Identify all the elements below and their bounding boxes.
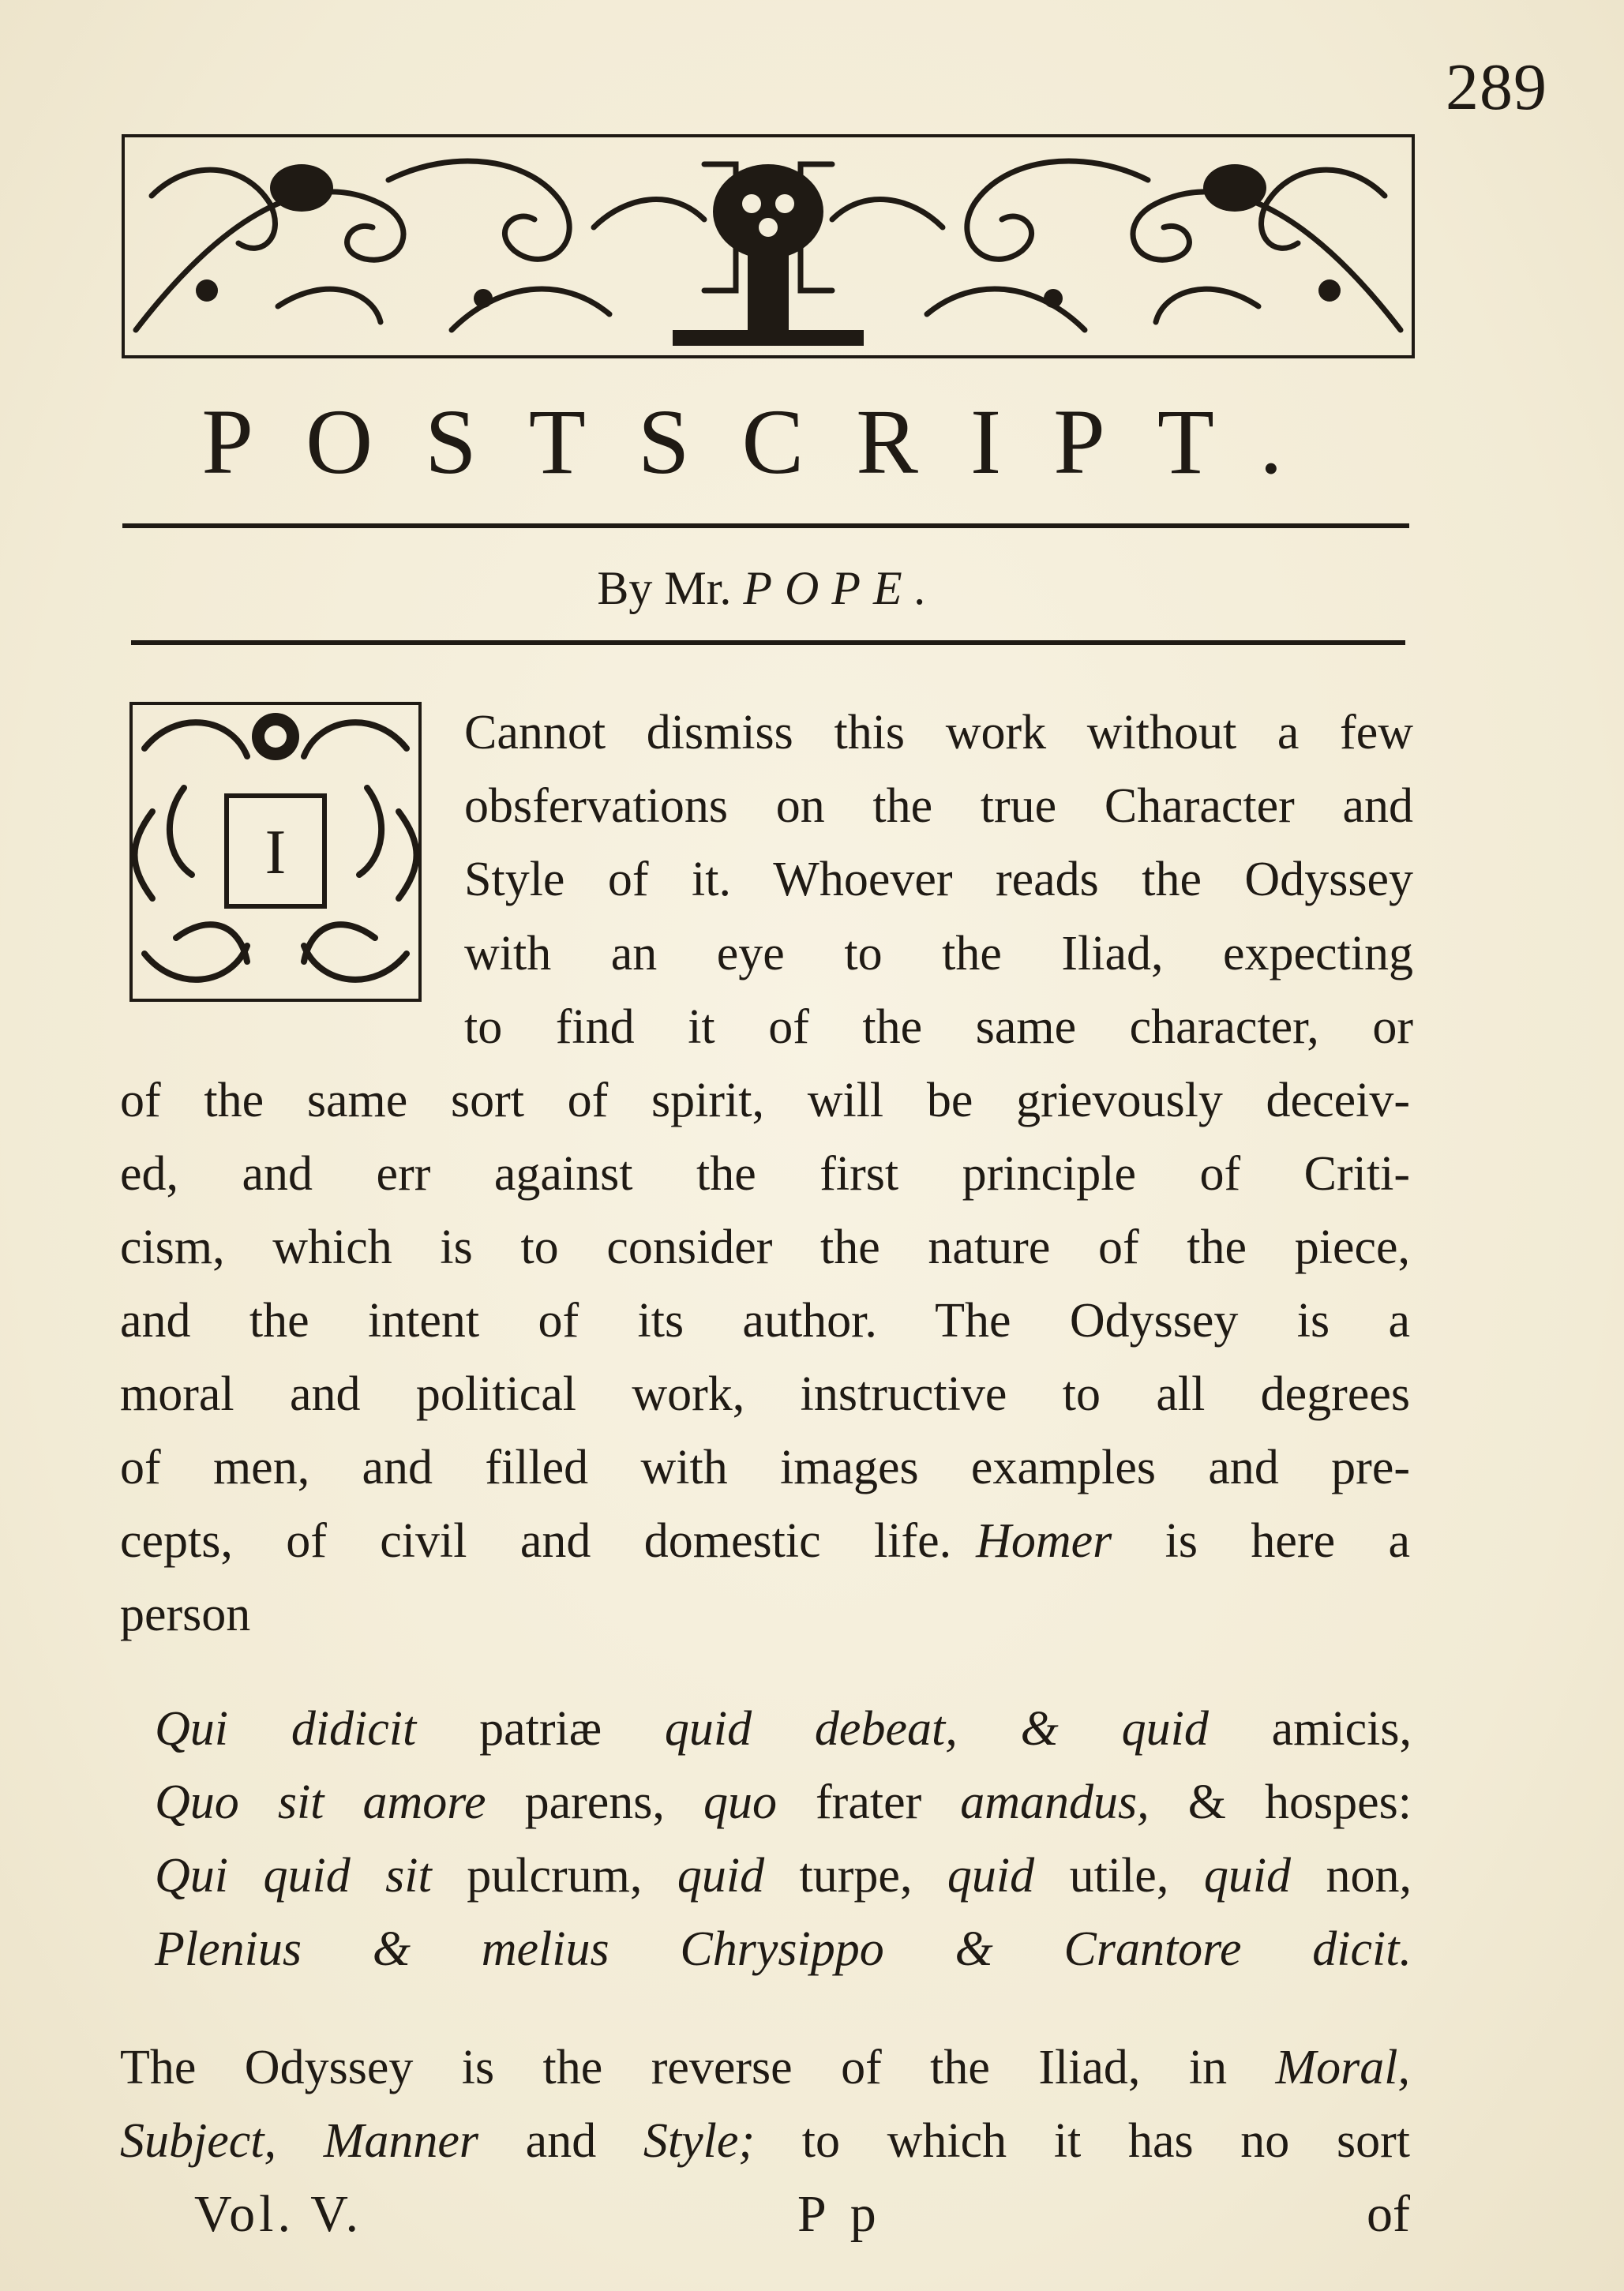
decorated-initial — [129, 701, 422, 1003]
byline-prefix: By Mr. — [597, 562, 732, 614]
text-line: to find it of the same character, or — [464, 1000, 1413, 1054]
text-line: ed, and err against the first principle of Criti- — [120, 1147, 1410, 1201]
text-line: obsfervations on the true Character and — [464, 779, 1413, 833]
verse-line: Quo sit amore parens, quo frater amandus, & hospes: — [155, 1775, 1412, 1829]
verse-line: Qui quid sit pulcrum, quid turpe, quid utile, quid non, — [155, 1849, 1412, 1903]
title-rule — [122, 523, 1409, 528]
text-line: Style of it. Whoever reads the Odyssey — [464, 853, 1413, 906]
text-line: with an eye to the Iliad, expecting — [464, 927, 1413, 981]
byline-rule — [131, 640, 1405, 645]
text-line: Cannot dismiss this work without a few — [464, 706, 1413, 759]
text-line: moral and political work, instructive to all degrees — [120, 1367, 1410, 1421]
catchword: of — [1367, 2185, 1410, 2243]
volume-label: Vol. V. — [194, 2185, 362, 2243]
text-line: Subject, Manner and Style; to which it has no sort — [120, 2114, 1410, 2168]
text-line — [120, 1509, 1410, 1573]
byline-author: POPE. — [743, 562, 940, 614]
text-line: of the same sort of spirit, will be grievously deceiv- — [120, 1074, 1410, 1127]
text-segment: is here a — [1112, 1514, 1410, 1568]
headpiece-ornament — [120, 133, 1416, 360]
text-line: of men, and filled with images examples and pre- — [120, 1441, 1410, 1494]
author-name: Homer — [976, 1514, 1112, 1568]
byline — [131, 557, 1405, 620]
text-line: The Odyssey is the reverse of the Iliad, in Moral, — [120, 2041, 1410, 2094]
verse-line: Plenius & melius Chrysippo & Crantore dicit. — [155, 1922, 1412, 1976]
signature-mark: P p — [797, 2185, 883, 2243]
text-segment: cepts, of civil and domestic life. — [120, 1514, 952, 1568]
page-number: 289 — [1446, 51, 1547, 124]
verse-line: Qui didicit patriæ quid debeat, & quid amicis, — [155, 1702, 1412, 1756]
page-footer — [194, 2180, 1410, 2248]
page-title: POSTSCRIPT. — [201, 390, 1335, 493]
text-line: and the intent of its author. The Odyssey is a — [120, 1294, 1410, 1348]
text-line: cism, which is to consider the nature of the piece, — [120, 1220, 1410, 1274]
text-line: person — [120, 1588, 251, 1641]
dropcap-letter: I — [264, 818, 287, 887]
